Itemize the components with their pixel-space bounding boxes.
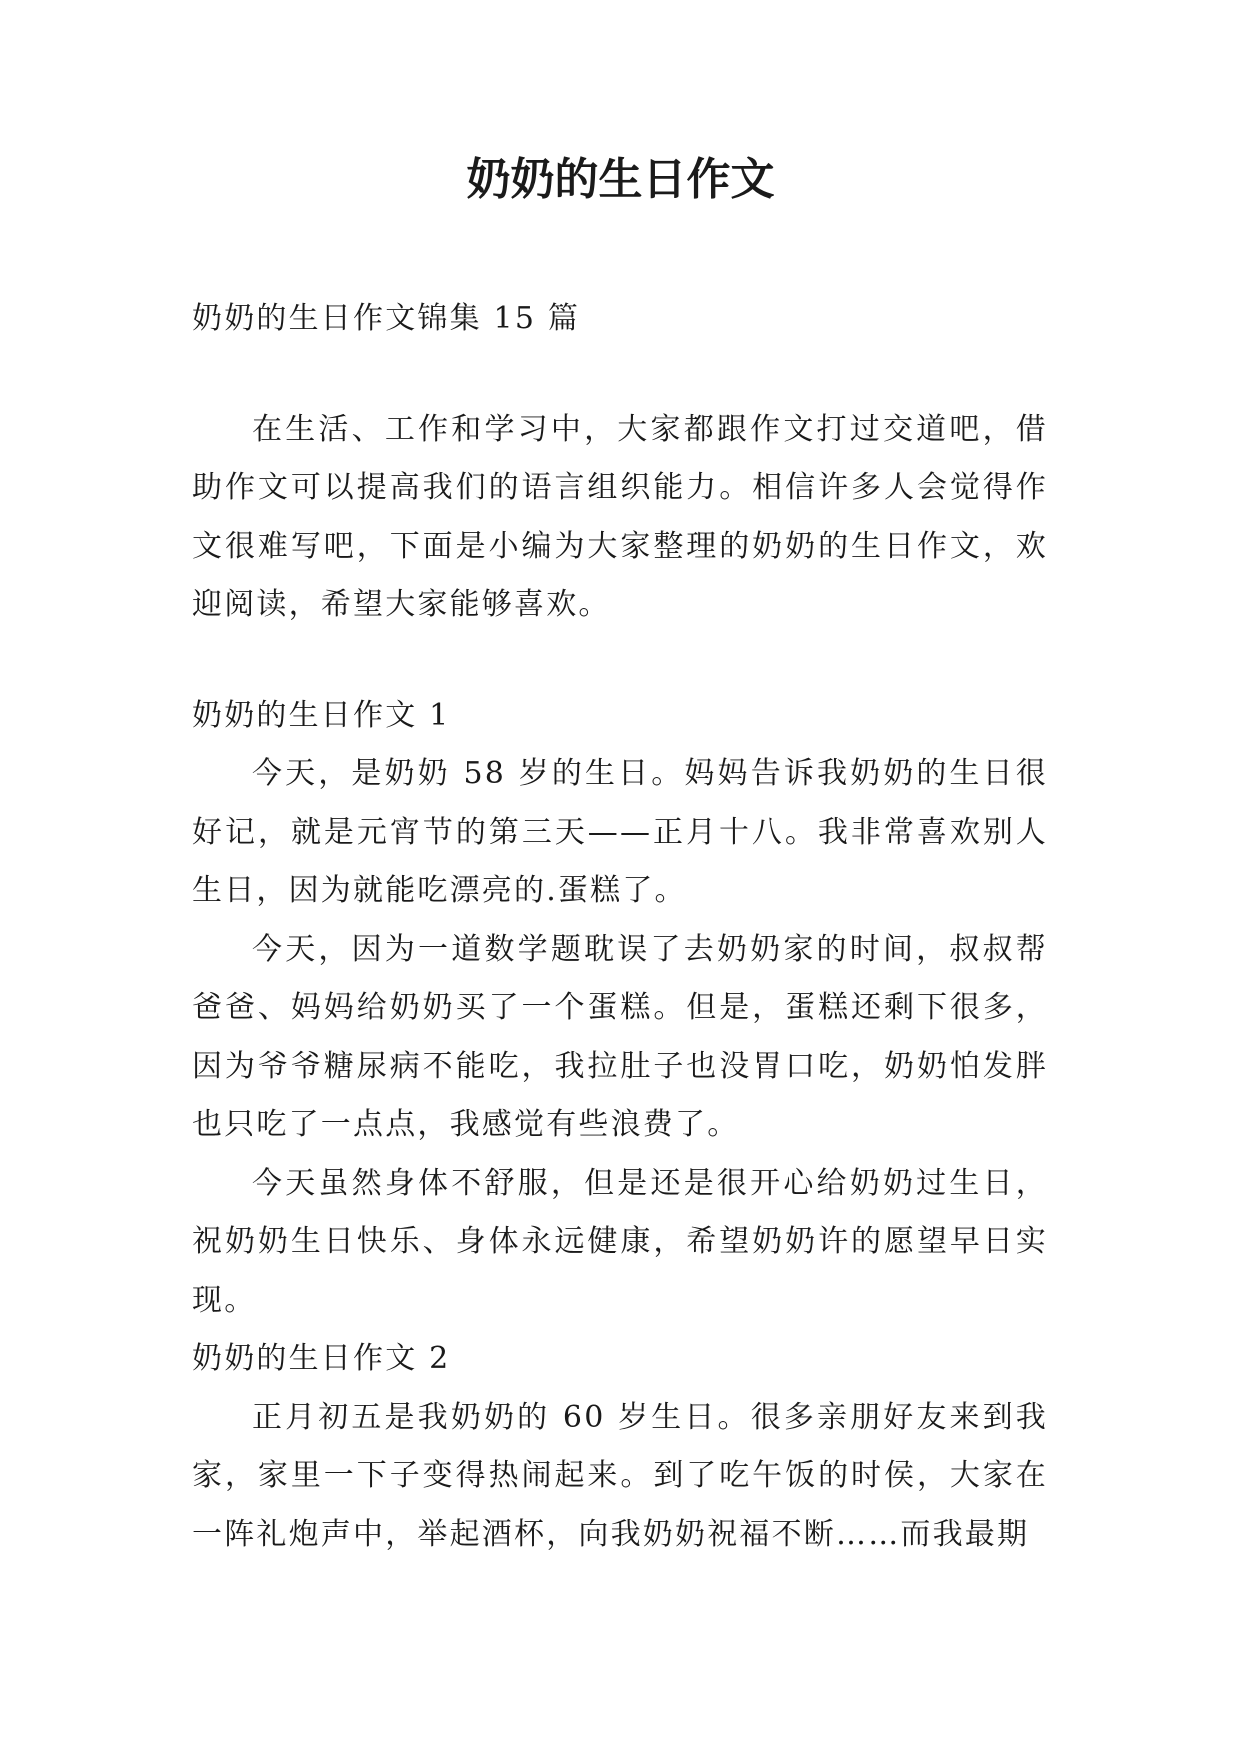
section-paragraph: 正月初五是我奶奶的 60 岁生日。很多亲朋好友来到我家，家里一下子变得热闹起来。到了吃午饭的时侯，大家在一阵礼炮声中，举起酒杯，向我奶奶祝福不断……而我最期	[192, 1399, 1048, 1552]
essay-section-1	[192, 687, 1048, 1331]
section-paragraph: 今天虽然身体不舒服，但是还是很开心给奶奶过生日，祝奶奶生日快乐、身体永远健康，希望奶奶许的愿望早日实现。	[192, 1165, 1048, 1318]
section-paragraph: 今天，因为一道数学题耽误了去奶奶家的时间，叔叔帮爸爸、妈妈给奶奶买了一个蛋糕。但是，蛋糕还剩下很多，因为爷爷糖尿病不能吃，我拉肚子也没胃口吃，奶奶怕发胖也只吃了一点点，我感觉有些浪费了。	[192, 931, 1048, 1142]
section-paragraph: 今天，是奶奶 58 岁的生日。妈妈告诉我奶奶的生日很好记，就是元宵节的第三天——正月十八。我非常喜欢别人生日，因为就能吃漂亮的.蛋糕了。	[192, 756, 1048, 908]
essay-section-2	[192, 1330, 1048, 1564]
document-body	[192, 290, 1048, 1564]
section-heading: 奶奶的生日作文 1	[192, 697, 451, 733]
intro-paragraph: 在生活、工作和学习中，大家都跟作文打过交道吧，借助作文可以提高我们的语言组织能力。相信许多人会觉得作文很难写吧，下面是小编为大家整理的奶奶的生日作文，欢迎阅读，希望大家能够喜欢。	[192, 411, 1048, 622]
section-heading: 奶奶的生日作文 2	[192, 1341, 451, 1376]
document-title: 奶奶的生日作文	[466, 154, 775, 205]
document-subtitle: 奶奶的生日作文锦集 15 篇	[192, 301, 581, 336]
